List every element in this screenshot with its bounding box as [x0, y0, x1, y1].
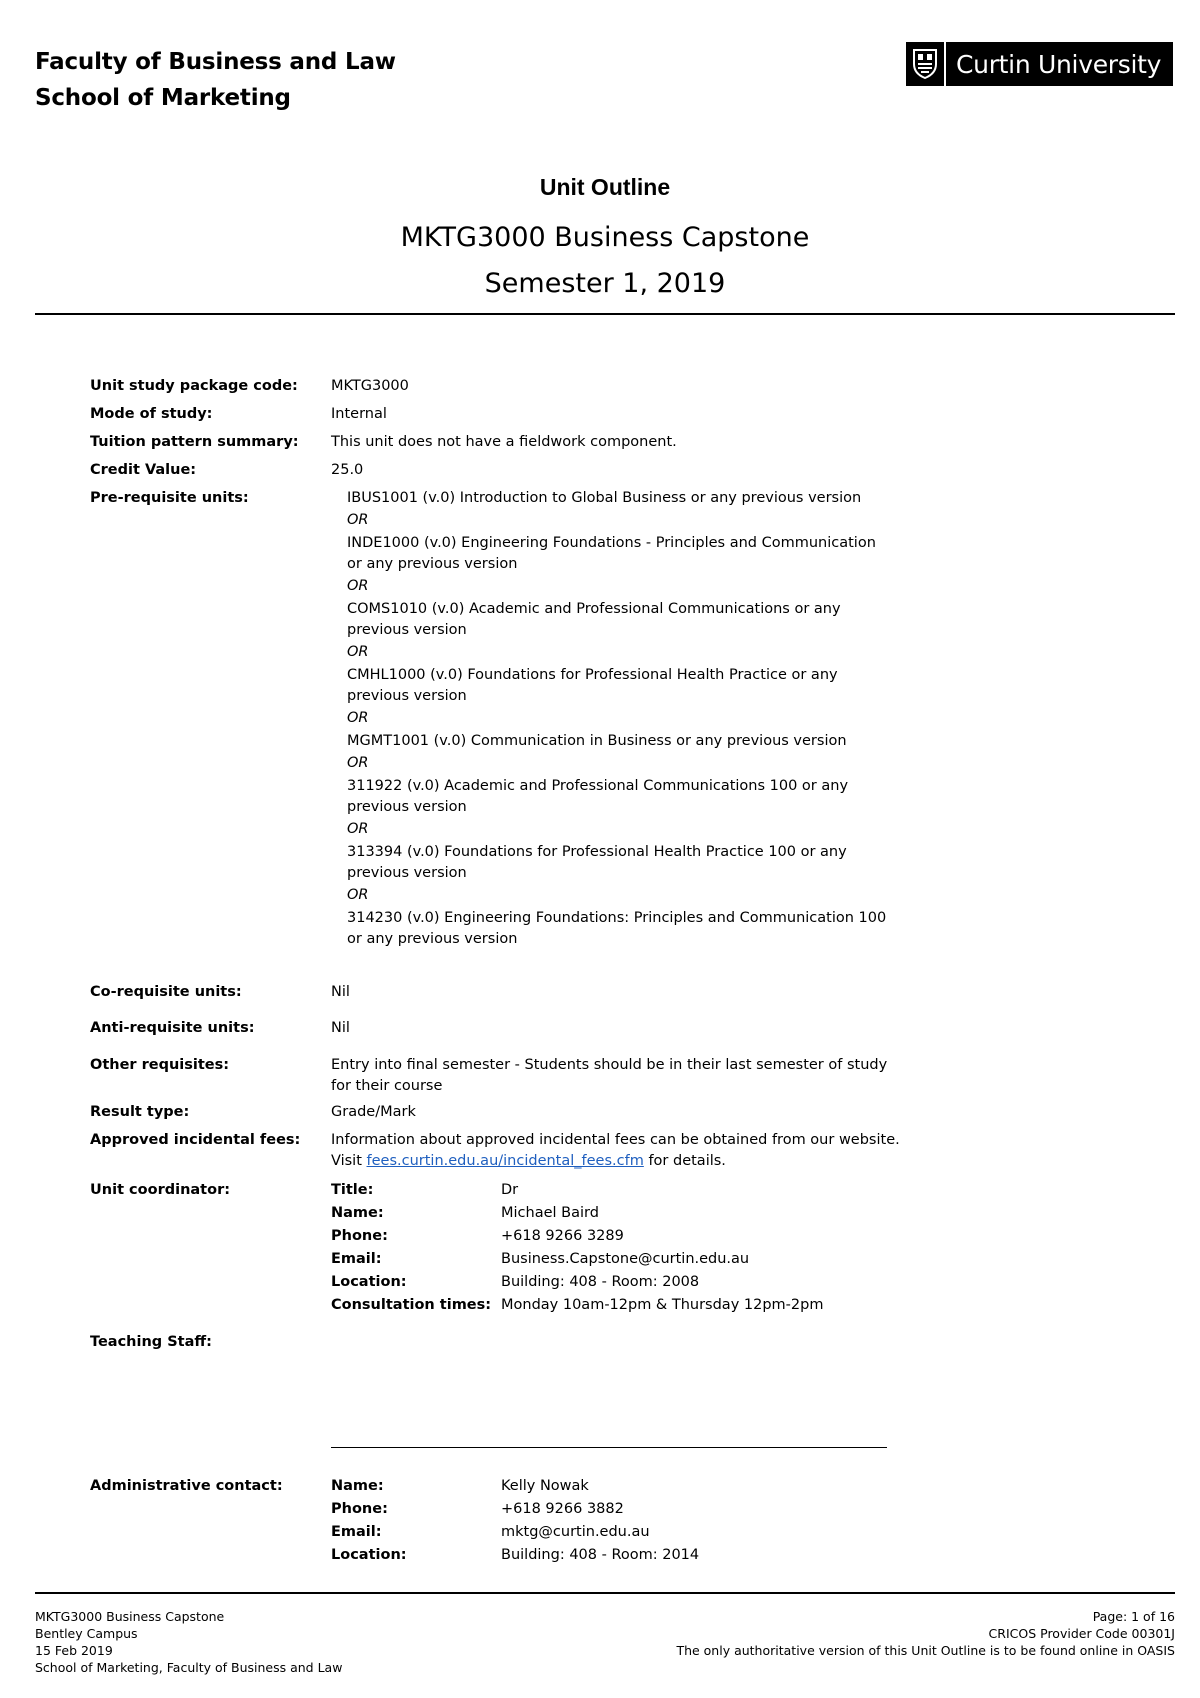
cricos-code: CRICOS Provider Code 00301J	[988, 1626, 1175, 1641]
prereq-item: MGMT1001 (v.0) Communication in Business or any previous version	[347, 733, 847, 749]
result-type-value: Grade/Mark	[331, 1104, 416, 1120]
admin-location-label: Location:	[331, 1547, 407, 1563]
visit-text: Visit	[331, 1153, 367, 1169]
fees-visit-line	[331, 1151, 911, 1172]
semester-title: Semester 1, 2019	[484, 268, 726, 299]
or-separator: OR	[347, 821, 369, 837]
package-code-value: MKTG3000	[331, 378, 409, 394]
or-separator: OR	[347, 755, 369, 771]
coordinator-phone-label: Phone:	[331, 1228, 388, 1244]
coordinator-location: Building: 408 - Room: 2008	[501, 1274, 700, 1290]
admin-phone: +618 9266 3882	[501, 1501, 624, 1517]
other-requisites-label: Other requisites:	[90, 1057, 230, 1073]
fees-label: Approved incidental fees:	[90, 1132, 301, 1148]
credit-value: 25.0	[331, 462, 364, 478]
fees-link[interactable]: fees.curtin.edu.au/incidental_fees.cfm	[366, 1153, 644, 1169]
title-divider	[35, 313, 1175, 315]
mode-value: Internal	[331, 406, 387, 422]
admin-name-label: Name:	[331, 1478, 384, 1494]
coordinator-phone: +618 9266 3289	[501, 1228, 624, 1244]
other-requisites-value: Entry into final semester - Students should be in their last semester of study for their course	[331, 1057, 888, 1094]
tuition-value: This unit does not have a fieldwork component.	[331, 434, 677, 450]
or-separator: OR	[347, 644, 369, 660]
staff-divider	[331, 1447, 887, 1448]
prereq-item: IBUS1001 (v.0) Introduction to Global Business or any previous version	[347, 490, 862, 506]
coordinator-title-label: Title:	[331, 1182, 374, 1198]
result-type-label: Result type:	[90, 1104, 190, 1120]
tuition-label: Tuition pattern summary:	[90, 434, 299, 450]
coordinator-email-label: Email:	[331, 1251, 382, 1267]
curtin-logo	[906, 42, 1173, 86]
consultation-label: Consultation times:	[331, 1297, 492, 1313]
consultation-times: Monday 10am-12pm & Thursday 12pm-2pm	[501, 1297, 824, 1313]
authoritative-note: The only authoritative version of this Unit Outline is to be found online in OASIS	[676, 1643, 1175, 1658]
fees-info-text: Information about approved incidental fees can be obtained from our website.	[331, 1132, 900, 1148]
prereq-item: 314230 (v.0) Engineering Foundations: Principles and Communication 100 or any previous version	[347, 910, 887, 947]
prereq-item: 311922 (v.0) Academic and Professional Communications 100 or any previous version	[347, 778, 849, 815]
or-separator: OR	[347, 512, 369, 528]
unit-title: MKTG3000 Business Capstone	[400, 222, 810, 253]
footer-right	[676, 1608, 1175, 1659]
footer-unit: MKTG3000 Business Capstone	[35, 1609, 225, 1624]
coordinator-label: Unit coordinator:	[90, 1182, 231, 1198]
admin-contact-label: Administrative contact:	[90, 1478, 283, 1494]
crest-icon	[906, 42, 946, 86]
coordinator-title: Dr	[501, 1182, 519, 1198]
faculty-heading	[35, 44, 396, 116]
footer-school: School of Marketing, Faculty of Business and Law	[35, 1660, 343, 1675]
coreq-value: Nil	[331, 984, 350, 1000]
footer-left	[35, 1608, 342, 1676]
admin-email-label: Email:	[331, 1524, 382, 1540]
antireq-label: Anti-requisite units:	[90, 1020, 255, 1036]
document-heading: Unit Outline	[539, 174, 671, 200]
page-number: Page: 1 of 16	[1092, 1609, 1175, 1624]
faculty-name: Faculty of Business and Law	[35, 49, 396, 75]
admin-email: mktg@curtin.edu.au	[501, 1524, 650, 1540]
mode-label: Mode of study:	[90, 406, 213, 422]
coordinator-location-label: Location:	[331, 1274, 407, 1290]
prereq-item: 313394 (v.0) Foundations for Professional Health Practice 100 or any previous version	[347, 844, 847, 881]
coordinator-name-label: Name:	[331, 1205, 384, 1221]
logo-text: Curtin University	[956, 49, 1162, 79]
package-code-label: Unit study package code:	[90, 378, 298, 394]
school-name: School of Marketing	[35, 85, 291, 111]
admin-name: Kelly Nowak	[501, 1478, 589, 1494]
credit-label: Credit Value:	[90, 462, 197, 478]
or-separator: OR	[347, 887, 369, 903]
admin-location: Building: 408 - Room: 2014	[501, 1547, 700, 1563]
details-text: for details.	[643, 1153, 726, 1169]
prereq-label: Pre-requisite units:	[90, 490, 249, 506]
fees-value	[331, 1130, 911, 1172]
footer-divider	[35, 1592, 1175, 1594]
footer-date: 15 Feb 2019	[35, 1643, 113, 1658]
footer-campus: Bentley Campus	[35, 1626, 138, 1641]
coordinator-name: Michael Baird	[501, 1205, 599, 1221]
coreq-label: Co-requisite units:	[90, 984, 242, 1000]
admin-phone-label: Phone:	[331, 1501, 388, 1517]
prereq-item: CMHL1000 (v.0) Foundations for Professional Health Practice or any previous version	[347, 667, 838, 704]
prereq-item: COMS1010 (v.0) Academic and Professional Communications or any previous version	[347, 601, 841, 638]
antireq-value: Nil	[331, 1020, 350, 1036]
coordinator-email: Business.Capstone@curtin.edu.au	[501, 1251, 750, 1267]
or-separator: OR	[347, 710, 369, 726]
prereq-item: INDE1000 (v.0) Engineering Foundations - Principles and Communication or any previous version	[347, 535, 876, 572]
or-separator: OR	[347, 578, 369, 594]
teaching-staff-label: Teaching Staff:	[90, 1334, 212, 1350]
prereq-list	[347, 488, 892, 950]
